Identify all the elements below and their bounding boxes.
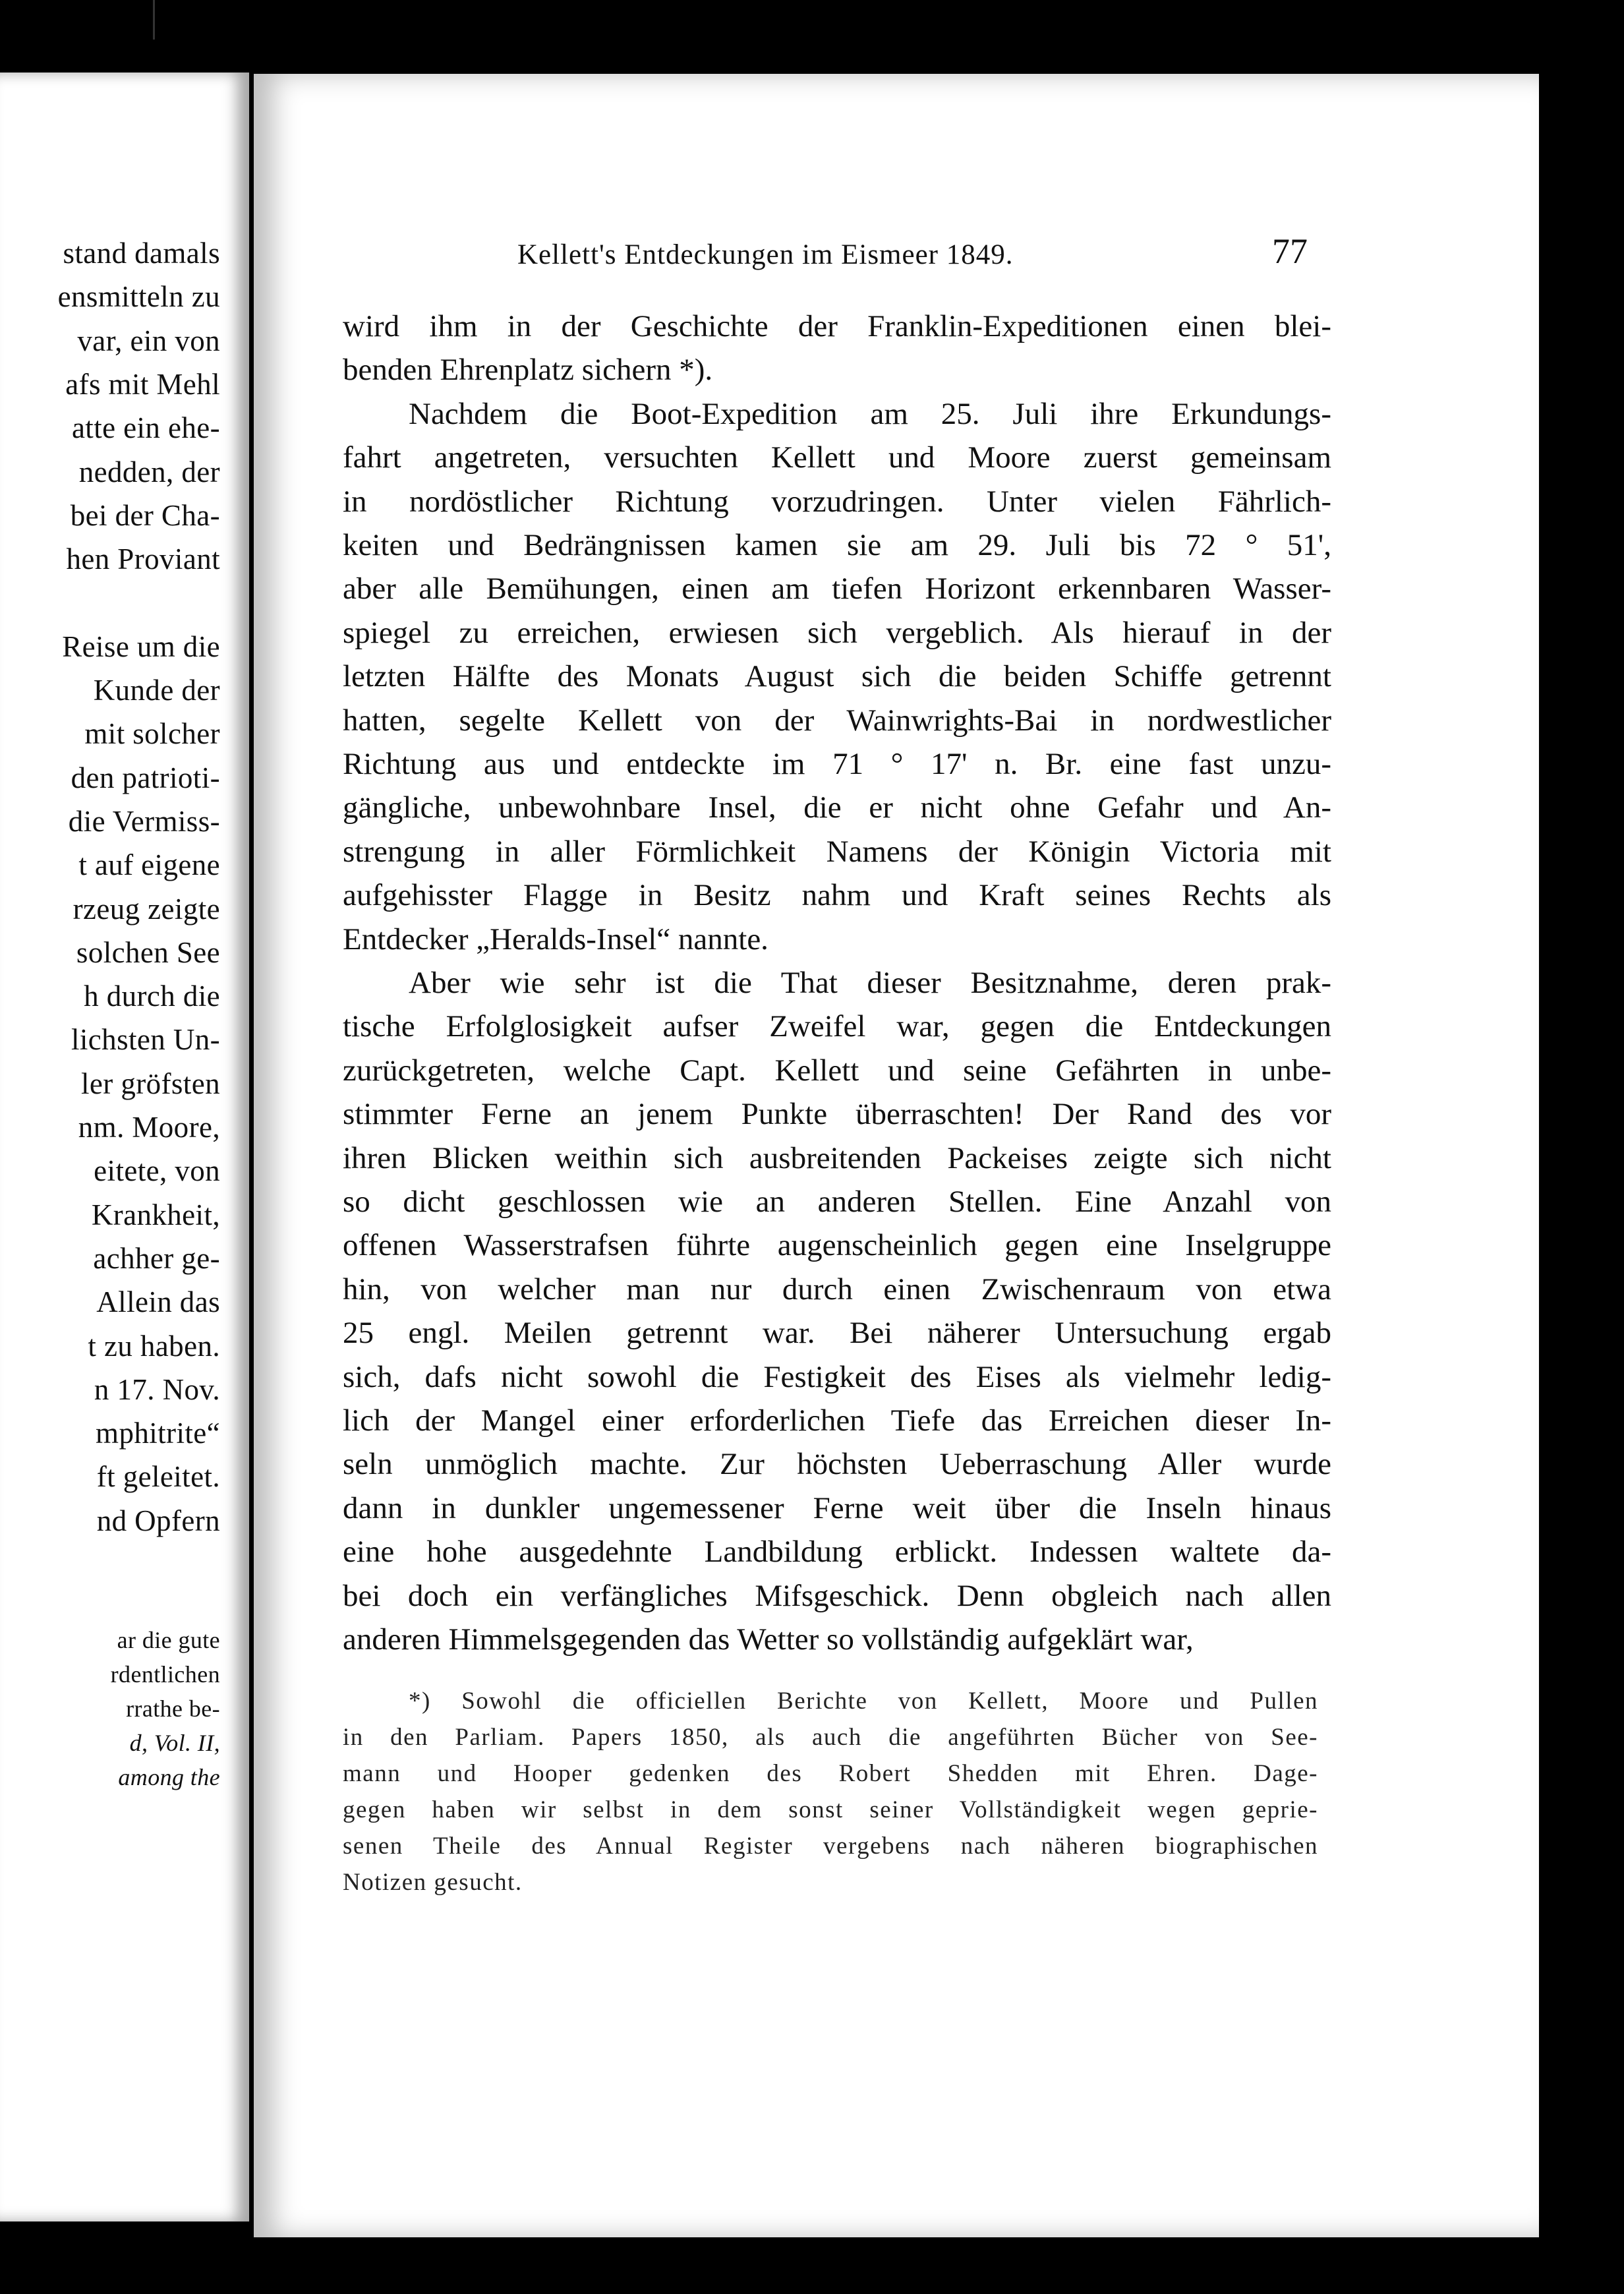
left-page-line: lichsten Un- — [71, 1023, 220, 1057]
left-page-line: ler gröfsten — [81, 1067, 220, 1100]
left-page-line: mphitrite“ — [96, 1417, 220, 1450]
footnote-line: *) Sowohl die officiellen Berichte von Kellett, Moore und Pullen — [409, 1688, 1318, 1715]
left-page-line: eitete, von — [94, 1154, 220, 1188]
left-page-line: var, ein von — [77, 324, 220, 357]
footnote-line: mann und Hooper gedenken des Robert Shedden mit Ehren. Dage- — [343, 1760, 1318, 1787]
left-page-line: nedden, der — [78, 455, 220, 488]
footnote-line: Notizen gesucht. — [343, 1869, 523, 1896]
left-page-line: mit solcher — [84, 717, 220, 751]
left-page-footnote-line: ar die gute — [117, 1627, 220, 1653]
body-line: Richtung aus und entdeckte im 71 ° 17' n. Br. eine fast unzu- — [343, 747, 1331, 781]
body-line: anderen Himmelsgegenden das Wetter so vollständig aufgeklärt war, — [343, 1622, 1194, 1657]
left-page-line: Allein das — [96, 1285, 220, 1319]
page-number: 77 — [1272, 231, 1308, 271]
body-line: spiegel zu erreichen, erwiesen sich vergeblich. Als hierauf in der — [343, 615, 1331, 650]
left-page-line: t auf eigene — [78, 848, 220, 882]
footnote-line: in den Parliam. Papers 1850, als auch die angeführten Bücher von See- — [343, 1724, 1318, 1751]
body-line: stimmter Ferne an jenem Punkte überraschten! Der Rand des vor — [343, 1097, 1331, 1132]
body-line: wird ihm in der Geschichte der Franklin-Expeditionen einen blei- — [343, 309, 1331, 343]
left-page-line: atte ein ehe- — [71, 411, 220, 445]
body-line: eine hohe ausgedehnte Landbildung erblickt. Indessen waltete da- — [343, 1535, 1331, 1570]
left-page-line: t zu haben. — [88, 1329, 220, 1363]
body-line: keiten und Bedrängnissen kamen sie am 29. Juli bis 72 ° 51', — [343, 528, 1331, 562]
body-line: Entdecker „Heralds-Insel“ nannte. — [343, 922, 768, 956]
body-line: tische Erfolglosigkeit aufser Zweifel war, gegen die Entdeckungen — [343, 1009, 1331, 1044]
left-page-footnote-line: rdentlichen — [110, 1661, 220, 1688]
right-page — [254, 74, 1539, 2237]
left-page-footnote-line: rrathe be- — [126, 1695, 220, 1722]
body-line: in nordöstlicher Richtung vorzudringen. Unter vielen Fährlich- — [343, 484, 1331, 519]
scan-edge-mark — [153, 0, 155, 40]
left-page-line: stand damals — [63, 237, 220, 270]
body-line: bei doch ein verfängliches Mifsgeschick. Denn obgleich nach allen — [343, 1578, 1331, 1613]
left-page-line: rzeug zeigte — [72, 892, 220, 926]
left-page-line: den patrioti- — [71, 761, 220, 794]
left-page-line: bei der Cha- — [70, 498, 220, 532]
left-page-line: solchen See — [76, 935, 220, 969]
left-page-line: nd Opfern — [96, 1504, 220, 1537]
left-page-line: Kunde der — [93, 674, 220, 707]
body-line: strengung in aller Förmlichkeit Namens der Königin Victoria mit — [343, 834, 1331, 869]
left-page-line: achher ge- — [93, 1241, 220, 1275]
body-line: aufgehisster Flagge in Besitz nahm und Kraft seines Rechts als — [343, 878, 1331, 913]
body-line: seln unmöglich machte. Zur höchsten Ueberraschung Aller wurde — [343, 1447, 1331, 1482]
body-line: dann in dunkler ungemessener Ferne weit über die Inseln hinaus — [343, 1490, 1331, 1525]
body-line: 25 engl. Meilen getrennt war. Bei näherer Untersuchung ergab — [343, 1316, 1331, 1351]
left-page-line: Reise um die — [62, 630, 220, 663]
left-page-footnote-line: among the — [118, 1764, 220, 1790]
left-page-line: nm. Moore, — [78, 1111, 220, 1144]
body-line: hatten, segelte Kellett von der Wainwrights-Bai in nordwestlicher — [343, 703, 1331, 738]
body-line: fahrt angetreten, versuchten Kellett und Moore zuerst gemeinsam — [343, 440, 1331, 475]
body-line: letzten Hälfte des Monats August sich die beiden Schiffe getrennt — [343, 659, 1331, 694]
body-line: aber alle Bemühungen, einen am tiefen Horizont erkennbaren Wasser- — [343, 572, 1331, 606]
left-page-line: hen Proviant — [66, 543, 220, 576]
body-line: hin, von welcher man nur durch einen Zwischenraum von etwa — [343, 1272, 1331, 1307]
left-page-footnote-line: d, Vol. II, — [129, 1730, 220, 1756]
body-line: ihren Blicken weithin sich ausbreitenden Packeises zeigte sich nicht — [343, 1140, 1331, 1175]
left-page — [0, 73, 249, 2221]
body-line: sich, dafs nicht sowohl die Festigkeit des Eises als vielmehr ledig- — [343, 1359, 1331, 1394]
body-line: Nachdem die Boot-Expedition am 25. Juli ihre Erkundungs- — [409, 396, 1331, 431]
left-page-line: die Vermiss- — [68, 804, 220, 838]
left-page-line: Krankheit, — [91, 1198, 220, 1231]
body-line: zurückgetreten, welche Capt. Kellett und seine Gefährten in unbe- — [343, 1053, 1331, 1088]
running-head: Kellett's Entdeckungen im Eismeer 1849. — [517, 239, 1014, 270]
body-line: offenen Wasserstrafsen führte augenscheinlich gegen eine Inselgruppe — [343, 1228, 1331, 1263]
body-line: Aber wie sehr ist die That dieser Besitznahme, deren prak- — [409, 966, 1331, 1000]
body-line: so dicht geschlossen wie an anderen Stellen. Eine Anzahl von — [343, 1185, 1331, 1219]
footnote-line: senen Theile des Annual Register vergebens nach näheren biographischen — [343, 1833, 1318, 1860]
footnote-line: gegen haben wir selbst in dem sonst seiner Vollständigkeit wegen geprie- — [343, 1796, 1318, 1823]
left-page-line: ensmitteln zu — [57, 280, 220, 314]
body-line: lich der Mangel einer erforderlichen Tiefe das Erreichen dieser In- — [343, 1403, 1331, 1438]
left-page-line: ft geleitet. — [96, 1460, 220, 1494]
left-page-line: h durch die — [84, 980, 220, 1013]
body-line: benden Ehrenplatz sichern *). — [343, 353, 713, 388]
left-page-line: afs mit Mehl — [65, 367, 220, 401]
left-page-line: n 17. Nov. — [94, 1372, 220, 1406]
body-line: gängliche, unbewohnbare Insel, die er nicht ohne Gefahr und An- — [343, 790, 1331, 825]
